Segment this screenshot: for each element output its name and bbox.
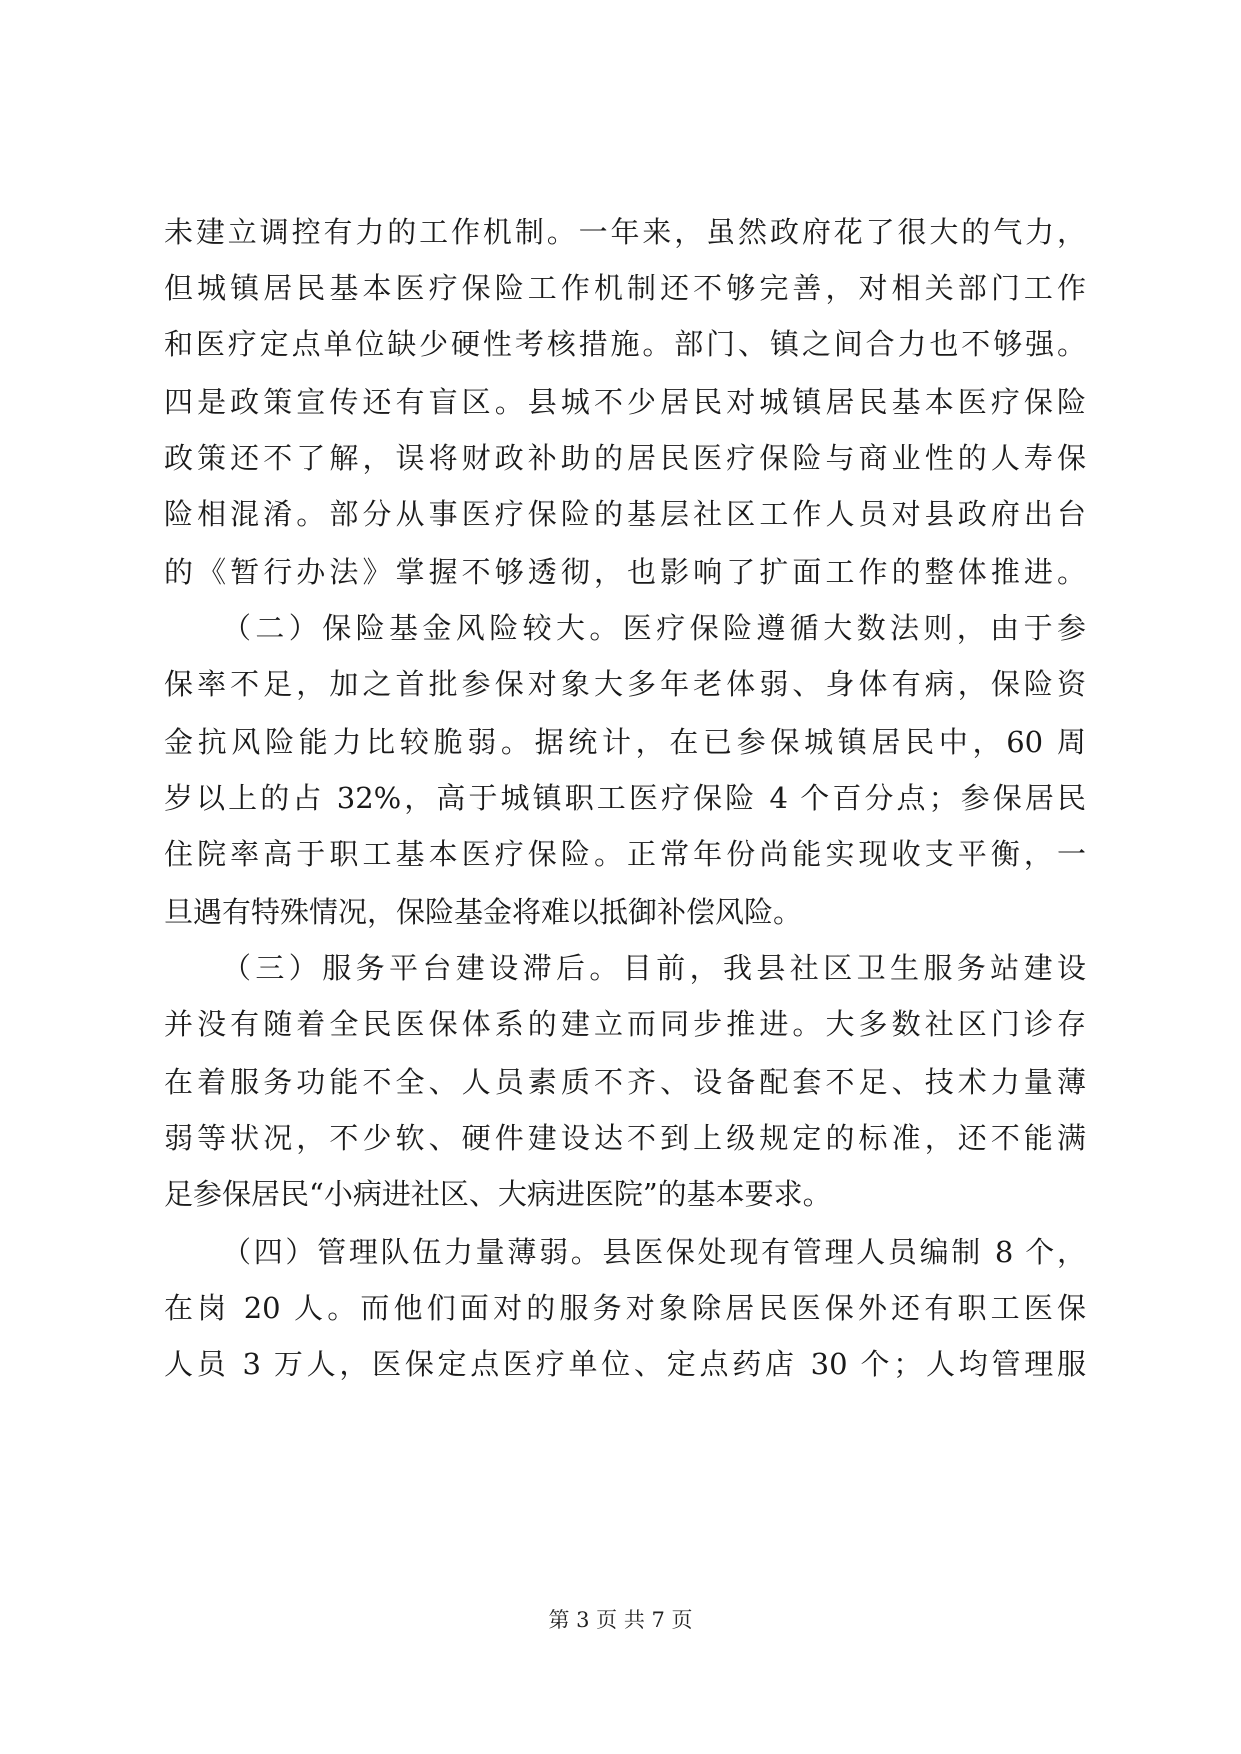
text-line: 弱等状况，不少软、硬件建设达不到上级规定的标准，还不能满 [164,1121,1086,1155]
text-line: 未建立调控有力的工作机制。一年来，虽然政府花了很大的气力， [164,215,1086,249]
page-number-footer: 第 3 页 共 7 页 [548,1608,693,1632]
text-line: 旦遇有特殊情况，保险基金将难以抵御补偿风险。 [164,895,803,929]
paragraph-heading-2: （二）保险基金风险较大。医疗保险遵循大数法则，由于参 [222,611,1086,645]
text-line: 住院率高于职工基本医疗保险。正常年份尚能实现收支平衡，一 [164,837,1086,871]
text-line: 和医疗定点单位缺少硬性考核措施。部门、镇之间合力也不够强。 [164,327,1086,361]
text-line: 岁以上的占 32%，高于城镇职工医疗保险 4 个百分点；参保居民 [164,781,1086,815]
text-line: 在岗 20 人。而他们面对的服务对象除居民医保外还有职工医保 [164,1291,1086,1325]
text-line: 政策还不了解，误将财政补助的居民医疗保险与商业性的人寿保 [164,441,1086,475]
text-line: 人员 3 万人，医保定点医疗单位、定点药店 30 个；人均管理服 [164,1347,1086,1381]
text-line: 足参保居民“小病进社区、大病进医院”的基本要求。 [164,1177,832,1211]
text-line: 金抗风险能力比较脆弱。据统计，在已参保城镇居民中，60 周 [164,725,1086,759]
text-line: 保率不足，加之首批参保对象大多年老体弱、身体有病，保险资 [164,667,1086,701]
text-line: 但城镇居民基本医疗保险工作机制还不够完善，对相关部门工作 [164,271,1086,305]
paragraph-heading-4: （四）管理队伍力量薄弱。县医保处现有管理人员编制 8 个， [222,1235,1086,1269]
text-line: 四是政策宣传还有盲区。县城不少居民对城镇居民基本医疗保险 [164,385,1086,419]
paragraph-heading-3: （三）服务平台建设滞后。目前，我县社区卫生服务站建设 [222,951,1086,985]
text-line: 的《暂行办法》掌握不够透彻，也影响了扩面工作的整体推进。 [164,555,1086,589]
text-line: 并没有随着全民医保体系的建立而同步推进。大多数社区门诊存 [164,1007,1086,1041]
text-line: 险相混淆。部分从事医疗保险的基层社区工作人员对县政府出台 [164,497,1086,531]
text-line: 在着服务功能不全、人员素质不齐、设备配套不足、技术力量薄 [164,1065,1086,1099]
